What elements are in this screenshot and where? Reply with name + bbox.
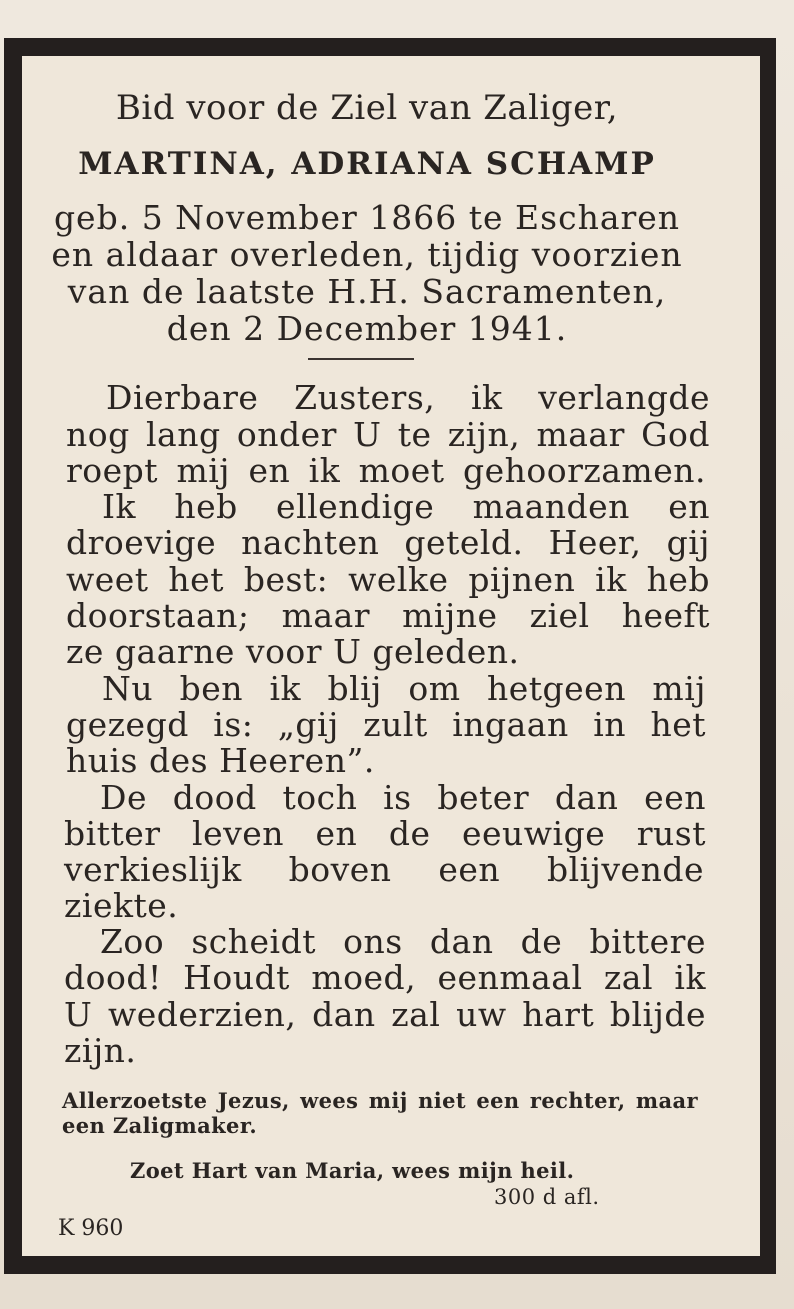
verse-line: ze gaarne voor U geleden.: [66, 632, 520, 671]
verse-line: Nu ben ik blij om hetgeen mij: [102, 669, 706, 708]
divider-rule: [308, 358, 414, 360]
bio-line: den 2 December 1941.: [166, 309, 568, 348]
verse-line: zijn.: [64, 1031, 137, 1070]
bio-line: van de laatste H.H. Sacramenten,: [67, 272, 667, 311]
verse-line: verkieslijk boven een blijvende: [64, 850, 704, 889]
card-code: K 960: [58, 1216, 124, 1241]
bio-line: en aldaar overleden, tijdig voorzien: [51, 235, 683, 274]
verse-line: Zoo scheidt ons dan de bittere: [100, 922, 706, 961]
verse-line: huis des Heeren”.: [66, 741, 375, 780]
verse-line: bitter leven en de eeuwige rust: [64, 814, 706, 853]
verse-line: roept mij en ik moet gehoorzamen.: [66, 451, 706, 490]
verse-line: doorstaan; maar mijne ziel heeft: [66, 596, 710, 635]
verse-line: ziekte.: [64, 886, 179, 925]
verse-line: U wederzien, dan zal uw hart blijde: [64, 995, 706, 1034]
verse-line: Dierbare Zusters, ik verlangde: [106, 378, 710, 417]
deceased-name: MARTINA, ADRIANA SCHAMP: [78, 146, 656, 182]
prayer-jesus-line: Allerzoetste Jezus, wees mij niet een rechter, maar: [62, 1088, 698, 1113]
indulgence-note: 300 d afl.: [494, 1185, 600, 1209]
verse-line: nog lang onder U te zijn, maar God: [66, 415, 710, 454]
verse-line: De dood toch is beter dan een: [100, 778, 706, 817]
verse-line: dood! Houdt moed, eenmaal zal ik: [64, 958, 706, 997]
verse-line: Ik heb ellendige maanden en: [102, 487, 710, 526]
prayer-jesus-line: een Zaligmaker.: [62, 1113, 258, 1138]
verse-line: droevige nachten geteld. Heer, gij: [66, 523, 710, 562]
intro-line: Bid voor de Ziel van Zaliger,: [115, 88, 619, 128]
verse-line: weet het best: welke pijnen ik heb: [66, 560, 710, 599]
prayer-maria-line: Zoet Hart van Maria, wees mijn heil.: [130, 1158, 575, 1183]
verse-line: gezegd is: „gij zult ingaan in het: [66, 705, 706, 744]
bio-line: geb. 5 November 1866 te Escharen: [53, 198, 681, 237]
